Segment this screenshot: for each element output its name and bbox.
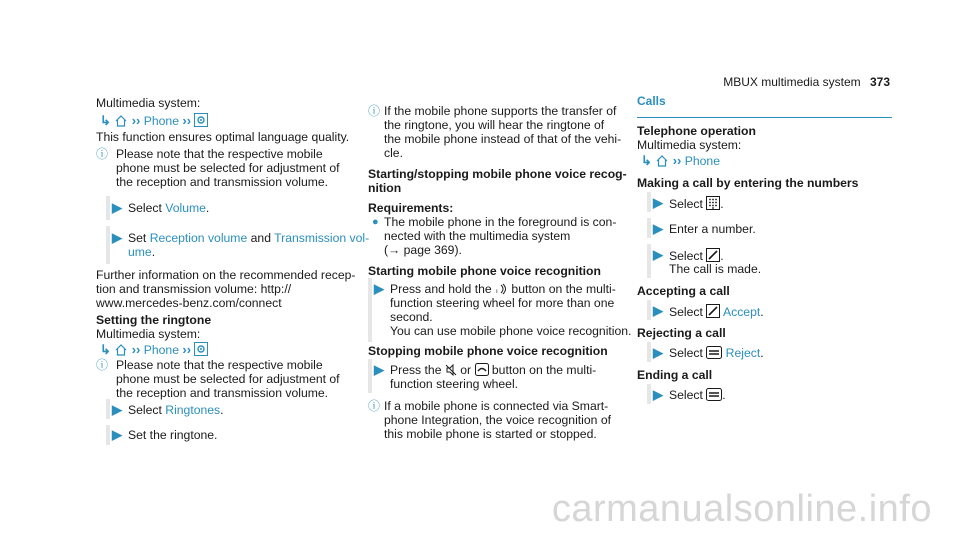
running-header	[723, 75, 890, 89]
calls-section-title: Calls	[637, 94, 666, 108]
chevron-right-icon: ››	[182, 113, 192, 128]
note-line: If the mobile phone supports the transfer of	[384, 104, 617, 118]
step-arrow-icon: ▶	[653, 195, 663, 210]
path-arrow-icon: ↳	[641, 153, 652, 168]
note-line: Please note that the respective mobile	[116, 358, 323, 372]
home-icon	[114, 343, 128, 356]
chevron-right-icon: ››	[131, 342, 141, 357]
step-arrow-icon: ▶	[112, 402, 122, 417]
menu-path	[100, 342, 208, 357]
press-hold-step: You can use mobile phone voice recognition.	[390, 324, 632, 338]
mute-icon	[445, 364, 457, 376]
page-reference[interactable]: (→ page 369).	[384, 243, 462, 257]
note-line: Please note that the respective mobile	[116, 147, 323, 161]
step-bar	[647, 384, 651, 404]
reject-link[interactable]: Reject	[725, 346, 761, 360]
settings-gear-icon	[194, 342, 208, 356]
note-line: If a mobile phone is connected via Smart-	[384, 399, 609, 413]
info-icon: ⓘ	[368, 399, 381, 413]
accept-link[interactable]: Accept	[722, 305, 761, 319]
settings-gear-icon	[194, 113, 208, 127]
stopping-heading: Stopping mobile phone voice recognition	[368, 344, 608, 358]
chevron-right-icon: ››	[672, 153, 682, 168]
step-bar	[106, 226, 110, 264]
chevron-right-icon: ››	[182, 342, 192, 357]
page-number: 373	[869, 75, 890, 89]
press-hold-step: function steering wheel for more than one	[390, 296, 615, 310]
step-arrow-icon: ▶	[653, 221, 663, 236]
menu-path	[641, 154, 720, 168]
step-set-ringtone: Set the ringtone.	[128, 428, 218, 442]
step-bar	[647, 244, 651, 278]
call-made-text: The call is made.	[669, 262, 762, 276]
step-bar	[368, 359, 372, 393]
step-arrow-icon: ▶	[374, 362, 384, 377]
svg-text:ᵢ: ᵢ	[496, 285, 498, 295]
end-call-icon	[706, 388, 722, 401]
step-bar	[647, 342, 651, 362]
step-bar	[106, 399, 110, 419]
voice-heading: Starting/stopping mobile phone voice recog-	[368, 167, 627, 181]
note-line: phone must be selected for adjustment of	[116, 161, 340, 175]
step-arrow-icon: ▶	[374, 281, 384, 296]
step-arrow-icon: ▶	[112, 427, 122, 442]
header-title: MBUX multimedia system	[723, 75, 861, 89]
note-line: this mobile phone is started or stopped.	[384, 427, 597, 441]
select-keypad-step: Select .	[669, 197, 724, 211]
phone-link[interactable]: Phone	[684, 154, 720, 168]
step-arrow-icon: ▶	[112, 200, 122, 215]
note-line: cle.	[384, 146, 403, 160]
bullet-icon: ●	[372, 216, 379, 228]
keypad-icon	[706, 196, 720, 210]
telephone-operation-heading: Telephone operation	[637, 124, 756, 138]
press-hold-step: second.	[390, 310, 433, 324]
step-select-volume: Select Volume.	[128, 201, 210, 215]
starting-heading: Starting mobile phone voice recognition	[368, 264, 601, 278]
end-call-icon	[475, 363, 489, 376]
voice-heading: nition	[368, 181, 402, 195]
phone-link[interactable]: Phone	[143, 114, 179, 128]
path-arrow-icon: ↳	[100, 113, 111, 128]
step-select-ringtones: Select Ringtones.	[128, 403, 224, 417]
path-label: Multimedia system:	[637, 138, 742, 152]
note-line: the mobile phone instead of that of the vehi-	[384, 132, 622, 146]
requirement-item: nected with the multimedia system	[384, 229, 571, 243]
step-bar	[368, 278, 372, 342]
ringtone-heading: Setting the ringtone	[96, 313, 212, 327]
reject-step: Select Reject.	[669, 346, 764, 360]
note-line: the ringtone, you will hear the ringtone of	[384, 118, 605, 132]
watermark: carmanualsonline.info	[551, 488, 932, 530]
phone-call-icon	[706, 248, 720, 262]
info-icon: ⓘ	[96, 147, 109, 161]
reject-call-icon	[706, 346, 722, 359]
path-arrow-icon: ↳	[100, 342, 111, 357]
further-info: Further information on the recommended recep-	[96, 268, 356, 282]
step-bar	[647, 300, 651, 320]
step-set-volume-cont: ume.	[128, 245, 156, 259]
reception-volume-link[interactable]: Reception volume	[149, 231, 248, 245]
accept-step: Select Accept.	[669, 305, 764, 319]
accepting-heading: Accepting a call	[637, 284, 730, 298]
step-bar	[647, 192, 651, 212]
voice-control-icon	[495, 283, 508, 295]
step-bar	[106, 425, 110, 445]
step-arrow-icon: ▶	[653, 303, 663, 318]
end-call-step: Select .	[669, 388, 726, 402]
note-line: phone must be selected for adjustment of	[116, 372, 340, 386]
press-step: Press the or button on the multi-	[390, 363, 597, 377]
further-info: tion and transmission volume: http://	[96, 282, 292, 296]
note-line: phone Integration, the voice recognition of	[384, 413, 611, 427]
step-bar	[106, 196, 110, 220]
press-step: function steering wheel.	[390, 377, 519, 391]
press-hold-step: Press and hold the ᵢ button on the multi-	[390, 282, 616, 296]
info-icon: ⓘ	[96, 358, 109, 372]
ensures-text: This function ensures optimal language quality.	[96, 130, 350, 144]
volume-link[interactable]: Volume	[165, 201, 206, 215]
step-arrow-icon: ▶	[653, 345, 663, 360]
step-arrow-icon: ▶	[112, 230, 122, 245]
select-call-step: Select .	[669, 249, 724, 263]
home-icon	[655, 154, 669, 167]
ringtones-link[interactable]: Ringtones	[165, 403, 221, 417]
menu-path	[100, 113, 208, 128]
note-line: the reception and transmission volume.	[116, 175, 329, 189]
accept-call-icon	[706, 304, 720, 318]
home-icon	[114, 114, 128, 127]
transmission-volume-link[interactable]: Transmission vol-	[274, 231, 370, 245]
further-info: www.mercedes-benz.com/connect	[96, 296, 282, 310]
section-rule	[637, 117, 892, 118]
info-icon: ⓘ	[368, 104, 381, 118]
enter-number-step: Enter a number.	[669, 222, 756, 236]
chevron-right-icon: ››	[131, 113, 141, 128]
path-label: Multimedia system:	[96, 327, 201, 341]
step-bar	[647, 218, 651, 238]
requirement-item: The mobile phone in the foreground is con-	[384, 215, 617, 229]
phone-link[interactable]: Phone	[143, 343, 179, 357]
requirements-label: Requirements:	[368, 201, 454, 215]
step-arrow-icon: ▶	[653, 387, 663, 402]
step-set-volume: Set Reception volume and Transmission vol-	[128, 231, 370, 245]
rejecting-heading: Rejecting a call	[637, 326, 726, 340]
note-line: the reception and transmission volume.	[116, 386, 329, 400]
path-label: Multimedia system:	[96, 96, 201, 110]
ending-heading: Ending a call	[637, 368, 713, 382]
step-arrow-icon: ▶	[653, 247, 663, 262]
making-call-heading: Making a call by entering the numbers	[637, 176, 859, 190]
